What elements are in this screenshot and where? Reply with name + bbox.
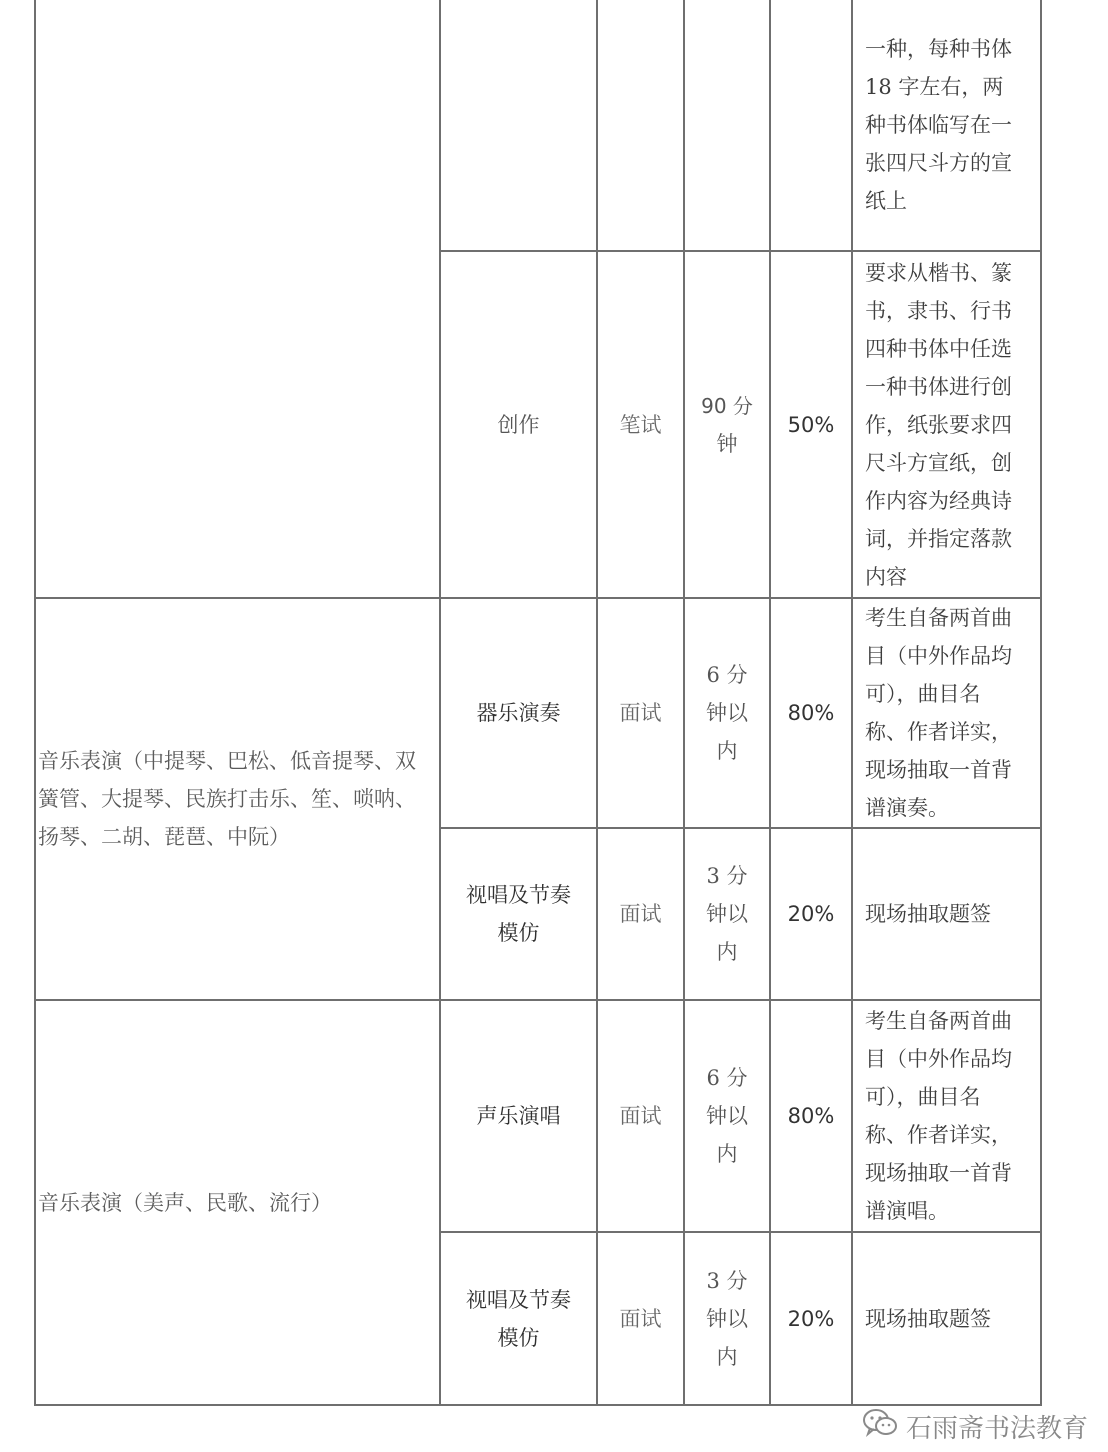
subject-line: 模仿	[497, 1325, 540, 1350]
mode-label: 面试	[619, 1104, 662, 1128]
subject-label: 器乐演奏	[476, 701, 561, 725]
watermark	[862, 1406, 1088, 1446]
time-line: 钟以	[706, 701, 748, 725]
requirement-text: 现场抽取题签	[865, 902, 991, 926]
requirement-cell	[852, 251, 1041, 598]
requirement-line: 可），曲目名	[865, 682, 981, 706]
requirement-line: 作内容为经典诗	[865, 488, 1012, 513]
requirement-line: 18 字左右，两	[865, 75, 1004, 99]
requirement-line: 可），曲目名	[865, 1085, 981, 1109]
weight-value: 80%	[787, 1104, 835, 1128]
weight-value: 20%	[787, 902, 835, 926]
requirement-line: 称、作者详实，	[865, 1123, 1012, 1147]
weight-cell	[770, 828, 852, 1000]
mode-cell	[597, 598, 684, 828]
major-line: 扬琴、二胡、琵琶、中阮）	[38, 825, 290, 849]
major-line: 簧管、大提琴、民族打击乐、笙、唢呐、	[38, 787, 416, 811]
requirement-line: 现场抽取一首背	[865, 1161, 1012, 1185]
subject-cell	[440, 1000, 597, 1232]
table-row	[35, 1000, 1041, 1232]
mode-cell	[597, 251, 684, 598]
requirement-line: 尺斗方宣纸，创	[865, 450, 1012, 475]
time-line: 内	[716, 940, 738, 964]
requirement-cell	[852, 828, 1041, 1000]
mode-label: 面试	[619, 1306, 662, 1331]
requirement-line: 考生自备两首曲	[865, 1009, 1012, 1033]
time-cell	[684, 251, 770, 598]
time-line: 钟	[716, 431, 738, 456]
exam-requirements-table	[34, 0, 1042, 1406]
table-row	[35, 0, 1041, 251]
time-cell	[684, 1232, 770, 1405]
time-line: 钟以	[706, 1306, 748, 1331]
requirement-cell	[852, 598, 1041, 828]
time-cell	[684, 828, 770, 1000]
subject-cell	[440, 251, 597, 598]
subject-cell	[440, 828, 597, 1000]
requirement-line: 现场抽取一首背	[865, 758, 1012, 782]
time-line: 内	[716, 1344, 738, 1369]
weight-value: 20%	[787, 1306, 835, 1331]
weight-cell	[770, 1000, 852, 1232]
time-cell	[684, 0, 770, 251]
mode-label: 面试	[619, 701, 662, 725]
major-label: 音乐表演（美声、民歌、流行）	[38, 1190, 332, 1215]
requirement-line: 称、作者详实，	[865, 720, 1012, 744]
time-line: 钟以	[706, 1104, 748, 1128]
mode-cell	[597, 828, 684, 1000]
requirement-cell	[852, 0, 1041, 251]
watermark-text: 石雨斋书法教育	[905, 1413, 1088, 1444]
major-line: 音乐表演（中提琴、巴松、低音提琴、双	[38, 749, 416, 773]
requirement-text: 现场抽取题签	[865, 1306, 991, 1331]
subject-cell	[440, 598, 597, 828]
requirement-line: 四种书体中任选	[865, 336, 1012, 361]
subject-cell	[440, 1232, 597, 1405]
weight-value: 80%	[787, 701, 835, 725]
time-line: 90 分	[701, 393, 753, 418]
requirement-line: 作，纸张要求四	[865, 412, 1012, 437]
time-cell	[684, 1000, 770, 1232]
subject-line: 模仿	[497, 921, 540, 945]
requirement-line: 目（中外作品均	[865, 1047, 1012, 1071]
time-line: 3 分	[706, 1268, 748, 1293]
subject-cell	[440, 0, 597, 251]
mode-cell	[597, 1000, 684, 1232]
time-line: 6 分	[706, 663, 748, 687]
requirement-line: 目（中外作品均	[865, 644, 1012, 668]
requirement-cell	[852, 1000, 1041, 1232]
mode-label: 笔试	[619, 412, 662, 437]
table-row	[35, 598, 1041, 828]
subject-label: 创作	[497, 412, 540, 437]
requirement-line: 内容	[865, 564, 907, 589]
subject-line: 视唱及节奏	[466, 1287, 571, 1312]
mode-label: 面试	[619, 902, 662, 926]
weight-cell	[770, 0, 852, 251]
time-cell	[684, 598, 770, 828]
requirement-line: 谱演奏。	[865, 796, 949, 820]
requirement-line: 要求从楷书、篆	[865, 260, 1012, 285]
time-line: 3 分	[706, 864, 748, 888]
subject-line: 视唱及节奏	[466, 883, 571, 907]
requirement-line: 书，隶书、行书	[865, 298, 1012, 323]
requirement-line: 一种书体进行创	[865, 374, 1012, 399]
weight-value: 50%	[787, 412, 835, 437]
time-line: 钟以	[706, 902, 748, 926]
wechat-icon	[862, 1408, 898, 1445]
major-cell-instrumental	[35, 598, 440, 1000]
requirement-line: 谱演唱。	[865, 1199, 949, 1223]
time-line: 内	[716, 739, 738, 763]
requirement-line: 张四尺斗方的宣	[865, 151, 1012, 175]
subject-label: 声乐演唱	[476, 1104, 561, 1128]
mode-cell	[597, 0, 684, 251]
requirement-line: 一种，每种书体	[865, 37, 1012, 61]
requirement-cell	[852, 1232, 1041, 1405]
weight-cell	[770, 1232, 852, 1405]
requirement-line: 纸上	[865, 189, 907, 213]
weight-cell	[770, 598, 852, 828]
time-line: 6 分	[706, 1066, 748, 1090]
weight-cell	[770, 251, 852, 598]
requirement-line: 考生自备两首曲	[865, 606, 1012, 630]
mode-cell	[597, 1232, 684, 1405]
major-cell-vocal	[35, 1000, 440, 1405]
requirement-line: 词，并指定落款	[865, 526, 1012, 551]
requirement-line: 种书体临写在一	[865, 113, 1012, 137]
major-cell-calligraphy	[35, 0, 440, 598]
time-line: 内	[716, 1142, 738, 1166]
